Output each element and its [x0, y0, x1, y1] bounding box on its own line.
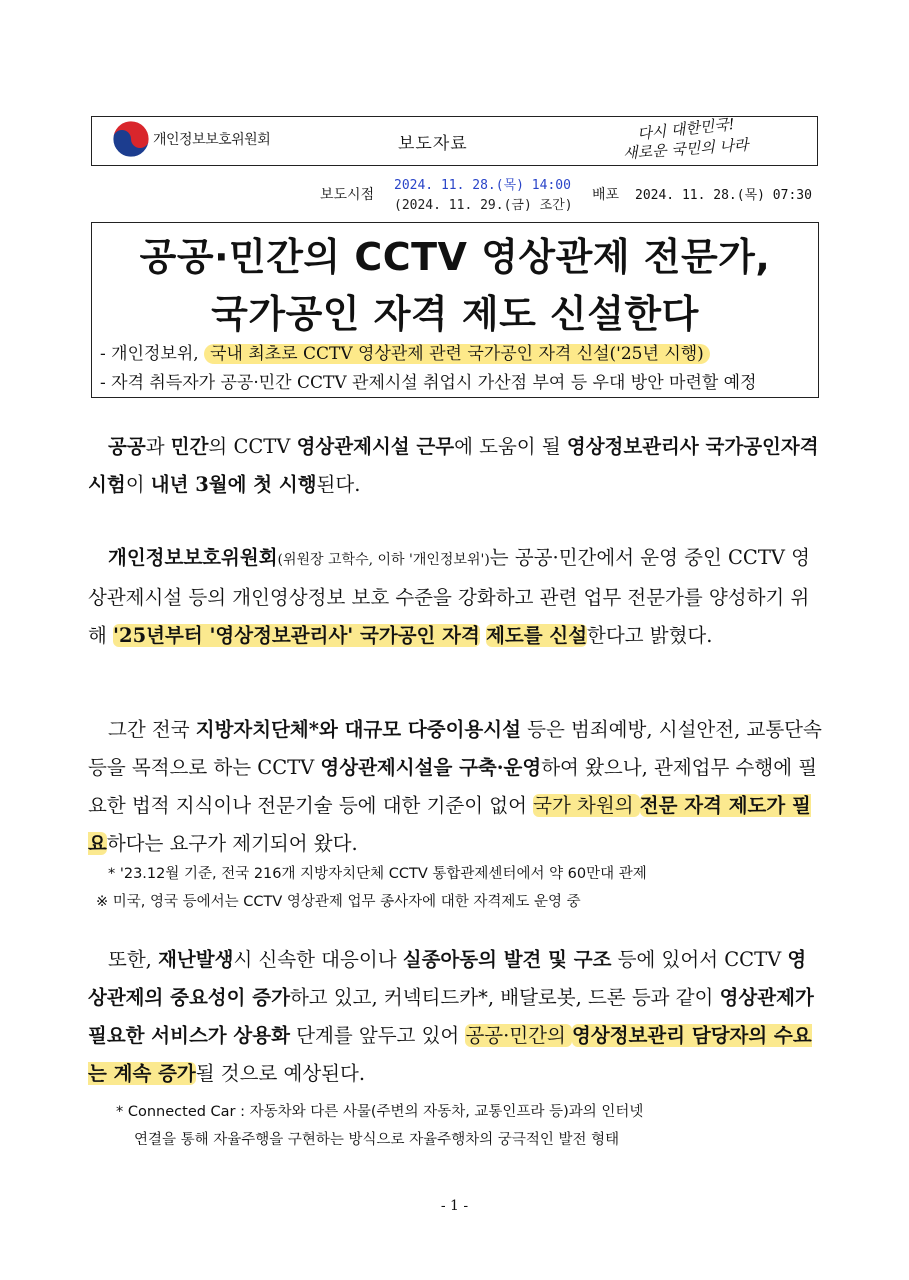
p1-private: 민간: [170, 435, 209, 458]
distribution-label: 배포: [592, 187, 620, 203]
slogan-line2: 새로운 국민의 나라: [622, 135, 749, 163]
p3-text-h: 하다는 요구가 제기되어 왔다.: [106, 832, 358, 855]
headline-line1: 공공·민간의 CCTV 영상관제 전문가,: [139, 235, 771, 279]
paragraph-2: [88, 539, 824, 655]
slogan-line1: 다시 대한민국!: [636, 114, 736, 144]
p1-text-h: 이: [125, 473, 151, 496]
footnote-1: * '23.12월 기준, 전국 216개 지방자치단체 CCTV 통합관제센터에서 약 60만대 관제: [108, 866, 647, 882]
p1-public: 공공: [108, 435, 146, 458]
subheadline-2: - 자격 취득자가 공공·민간 CCTV 관제시설 취업시 가산점 부여 등 우대 방안 마련할 예정: [100, 373, 757, 393]
p3-bold-b: 지방자치단체*와 대규모 다중이용시설: [195, 718, 521, 741]
headline-line2: 국가공인 자격 제도 신설한다: [211, 292, 699, 336]
p4-text-c: 시 신속한 대응이나: [233, 948, 403, 971]
org-name: 개인정보보호위원회: [153, 132, 271, 148]
release-time: 2024. 11. 28.(목) 14:00: [394, 178, 571, 193]
p4-highlight-k: 영상정보관리 담당자의 수요는 계속 증가: [88, 1024, 812, 1085]
p1-text-d: 의 CCTV: [208, 435, 297, 458]
footnote-3-line2: 연결을 통해 자율주행을 구현하는 방식으로 자율주행차의 궁극적인 발전 형태: [134, 1132, 620, 1148]
paragraph-1: [88, 428, 824, 504]
p2-highlight-2: 제도를 신설: [486, 624, 588, 647]
distribution-time: 2024. 11. 28.(목) 07:30: [635, 188, 812, 203]
p1-schedule: 내년 3월에 첫 시행: [150, 473, 317, 496]
p3-bold-d: 영상관제시설을 구축·운영: [320, 756, 542, 779]
subheadline-1-highlight: 국내 최초로 CCTV 영상관제 관련 국가공인 자격 신설('25년 시행): [204, 344, 710, 364]
p4-highlight-j: 공공·민간의: [465, 1024, 573, 1047]
page-number: - 1 -: [440, 1198, 469, 1214]
government-emblem-icon: [111, 119, 151, 159]
p1-text-b: 과: [145, 435, 171, 458]
p4-bold-b: 재난발생: [158, 948, 234, 971]
release-paper: (2024. 11. 29.(금) 조간): [394, 198, 573, 213]
p3-text-a: 그간 전국: [108, 718, 196, 741]
p4-bold-d: 실종아동의 발견 및 구조: [402, 948, 612, 971]
p1-text-j: 된다.: [316, 473, 361, 496]
p3-text-c: 등은 범죄예방, 시설안전, 교통단속 등을 목적으로 하는 CCTV: [88, 718, 822, 779]
p4-bold-h: 영상관제가 필요한 서비스가 상용화: [88, 986, 814, 1047]
footnote-3-line1: * Connected Car : 자동차와 다른 사물(주변의 자동차, 교통인프라 등)과의 인터넷: [116, 1104, 644, 1120]
p3-text-e: 하여 왔으나, 관제업무 수행에 필요한 법적 지식이나 전문기술 등에 대한 기준이 없어: [88, 756, 818, 817]
doc-type: 보도자료: [398, 134, 468, 154]
p2-text-c: 는 공공·민간에서 운영 중인 CCTV 영상관제시설 등의 개인영상정보 보호 수준을 강화하고 관련 업무 전문가를 양성하기 위해: [88, 546, 810, 647]
p2-org: 개인정보보호위원회: [108, 546, 278, 569]
p4-text-i: 단계를 앞두고 있어: [289, 1024, 466, 1047]
footnote-2: ※ 미국, 영국 등에서는 CCTV 영상관제 업무 종사자에 대한 자격제도 운영 중: [96, 894, 581, 910]
p2-text-f: 한다고 밝혔다.: [587, 624, 713, 647]
p4-text-e: 등에 있어서 CCTV: [611, 948, 788, 971]
p4-text-a: 또한,: [108, 948, 159, 971]
p3-highlight-g: 전문 자격 제도가 필요: [88, 794, 811, 855]
p4-text-g: 하고 있고, 커넥티드카*, 배달로봇, 드론 등과 같이: [289, 986, 720, 1009]
p1-facility: 영상관제시설 근무: [296, 435, 455, 458]
subheadline-1: [100, 339, 710, 364]
p4-text-l: 될 것으로 예상된다.: [195, 1062, 366, 1085]
subheadline-1-prefix: - 개인정보위,: [100, 344, 205, 364]
p4-bold-f: 영상관제의 중요성이 증가: [88, 948, 807, 1009]
paragraph-3: [88, 711, 824, 863]
p2-highlight-1: '25년부터 '영상정보관리사' 국가공인 자격: [113, 624, 480, 647]
paragraph-4: [88, 941, 824, 1093]
p2-paren: (위원장 고학수, 이하 '개인정보위'): [277, 552, 490, 568]
p1-exam: 영상정보관리사 국가공인자격시험: [88, 435, 819, 496]
p3-highlight-f: 국가 차원의: [533, 794, 640, 817]
p1-text-f: 에 도움이 될: [454, 435, 567, 458]
release-label: 보도시점: [320, 187, 375, 203]
